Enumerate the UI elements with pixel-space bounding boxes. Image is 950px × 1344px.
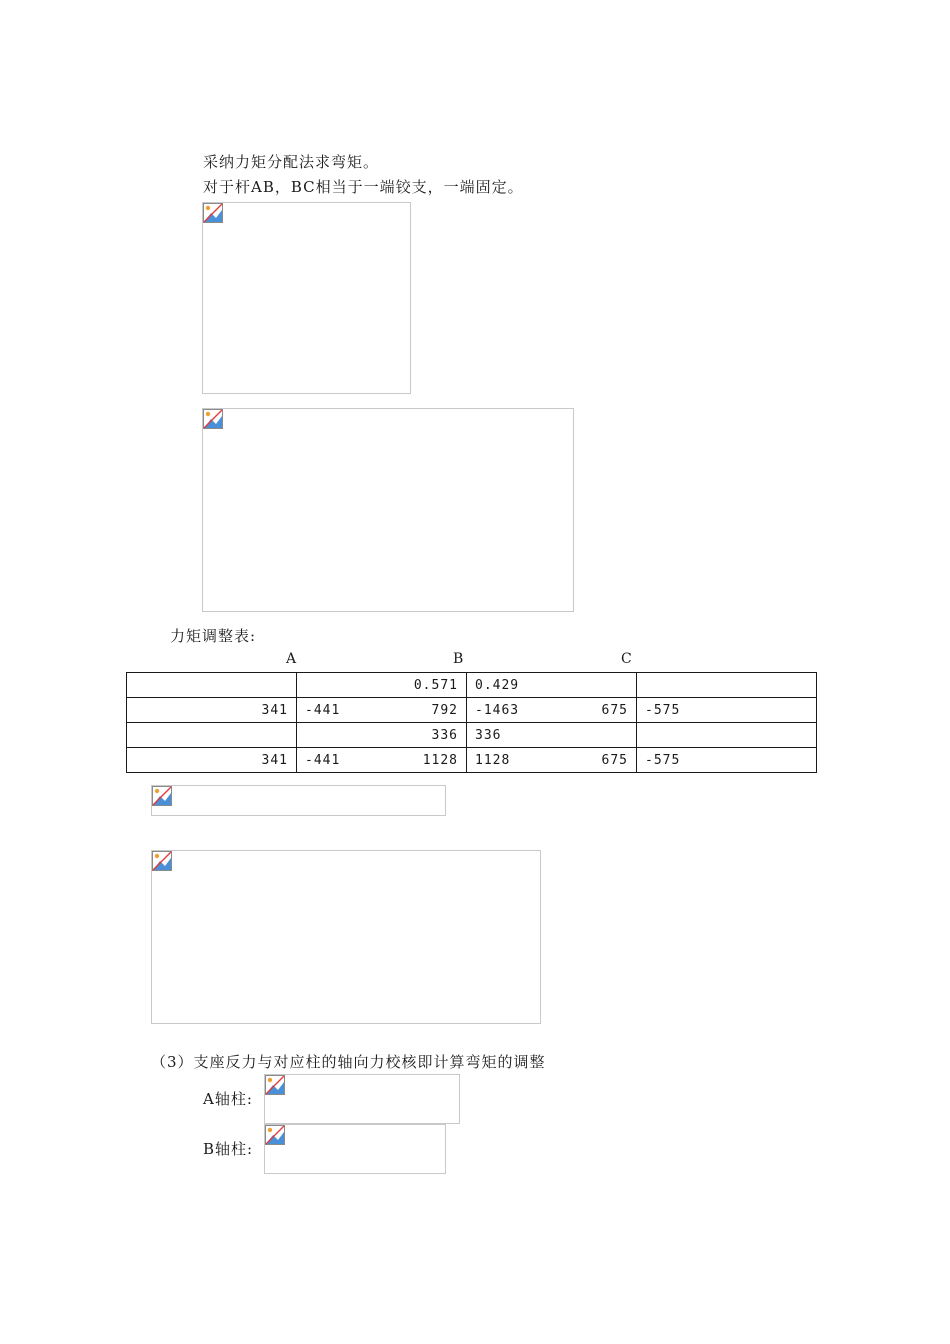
cell-value: 336 — [431, 727, 458, 743]
table-cell — [297, 698, 467, 723]
table-cell — [467, 673, 637, 698]
table-row — [127, 698, 817, 723]
cell-value: 675 — [601, 752, 628, 768]
table-cell — [127, 723, 297, 748]
table-cell — [297, 748, 467, 773]
figure-image-4 — [151, 850, 541, 1024]
table-cell — [297, 673, 467, 698]
table-cell — [297, 723, 467, 748]
figure-image-3 — [151, 785, 446, 816]
table-cell: 341 — [127, 748, 297, 773]
table-cell — [637, 673, 817, 698]
table-row — [127, 723, 817, 748]
intro-line-2: 对于杆AB，BC相当于一端铰支，一端固定。 — [203, 178, 524, 196]
broken-image-icon — [152, 786, 172, 806]
intro-line-1: 采纳力矩分配法求弯矩。 — [203, 153, 380, 171]
table-cell: -575 — [637, 698, 817, 723]
column-header-b: B — [453, 651, 464, 667]
cell-value: -441 — [305, 702, 341, 718]
cell-value: 1128 — [475, 752, 511, 768]
broken-image-icon — [203, 203, 223, 223]
cell-value: 792 — [431, 702, 458, 718]
axis-a-label: A轴柱: — [203, 1090, 253, 1108]
figure-image-5 — [264, 1074, 460, 1124]
cell-value: 1128 — [422, 752, 458, 768]
table-row — [127, 673, 817, 698]
table-cell — [467, 698, 637, 723]
table-row — [127, 748, 817, 773]
broken-image-icon — [265, 1075, 285, 1095]
cell-value: 0.571 — [413, 677, 458, 693]
column-header-c: C — [621, 651, 632, 667]
cell-value: -441 — [305, 752, 341, 768]
section-3-heading: （3）支座反力与对应柱的轴向力校核即计算弯矩的调整 — [151, 1053, 546, 1071]
figure-image-6 — [264, 1124, 446, 1174]
broken-image-icon — [265, 1125, 285, 1145]
figure-image-1 — [202, 202, 411, 394]
table-cell — [467, 748, 637, 773]
table-cell: 341 — [127, 698, 297, 723]
broken-image-icon — [203, 409, 223, 429]
cell-value: 336 — [475, 727, 502, 743]
figure-image-2 — [202, 408, 574, 612]
broken-image-icon — [152, 851, 172, 871]
table-cell: -575 — [637, 748, 817, 773]
cell-value: -1463 — [475, 702, 520, 718]
table-cell — [637, 723, 817, 748]
table-cell — [127, 673, 297, 698]
cell-value: 0.429 — [475, 677, 520, 693]
table-cell — [467, 723, 637, 748]
axis-b-label: B轴柱: — [203, 1140, 254, 1158]
table-title: 力矩调整表: — [170, 627, 257, 645]
column-header-a: A — [286, 651, 297, 667]
moment-table — [126, 672, 817, 773]
cell-value: 675 — [601, 702, 628, 718]
